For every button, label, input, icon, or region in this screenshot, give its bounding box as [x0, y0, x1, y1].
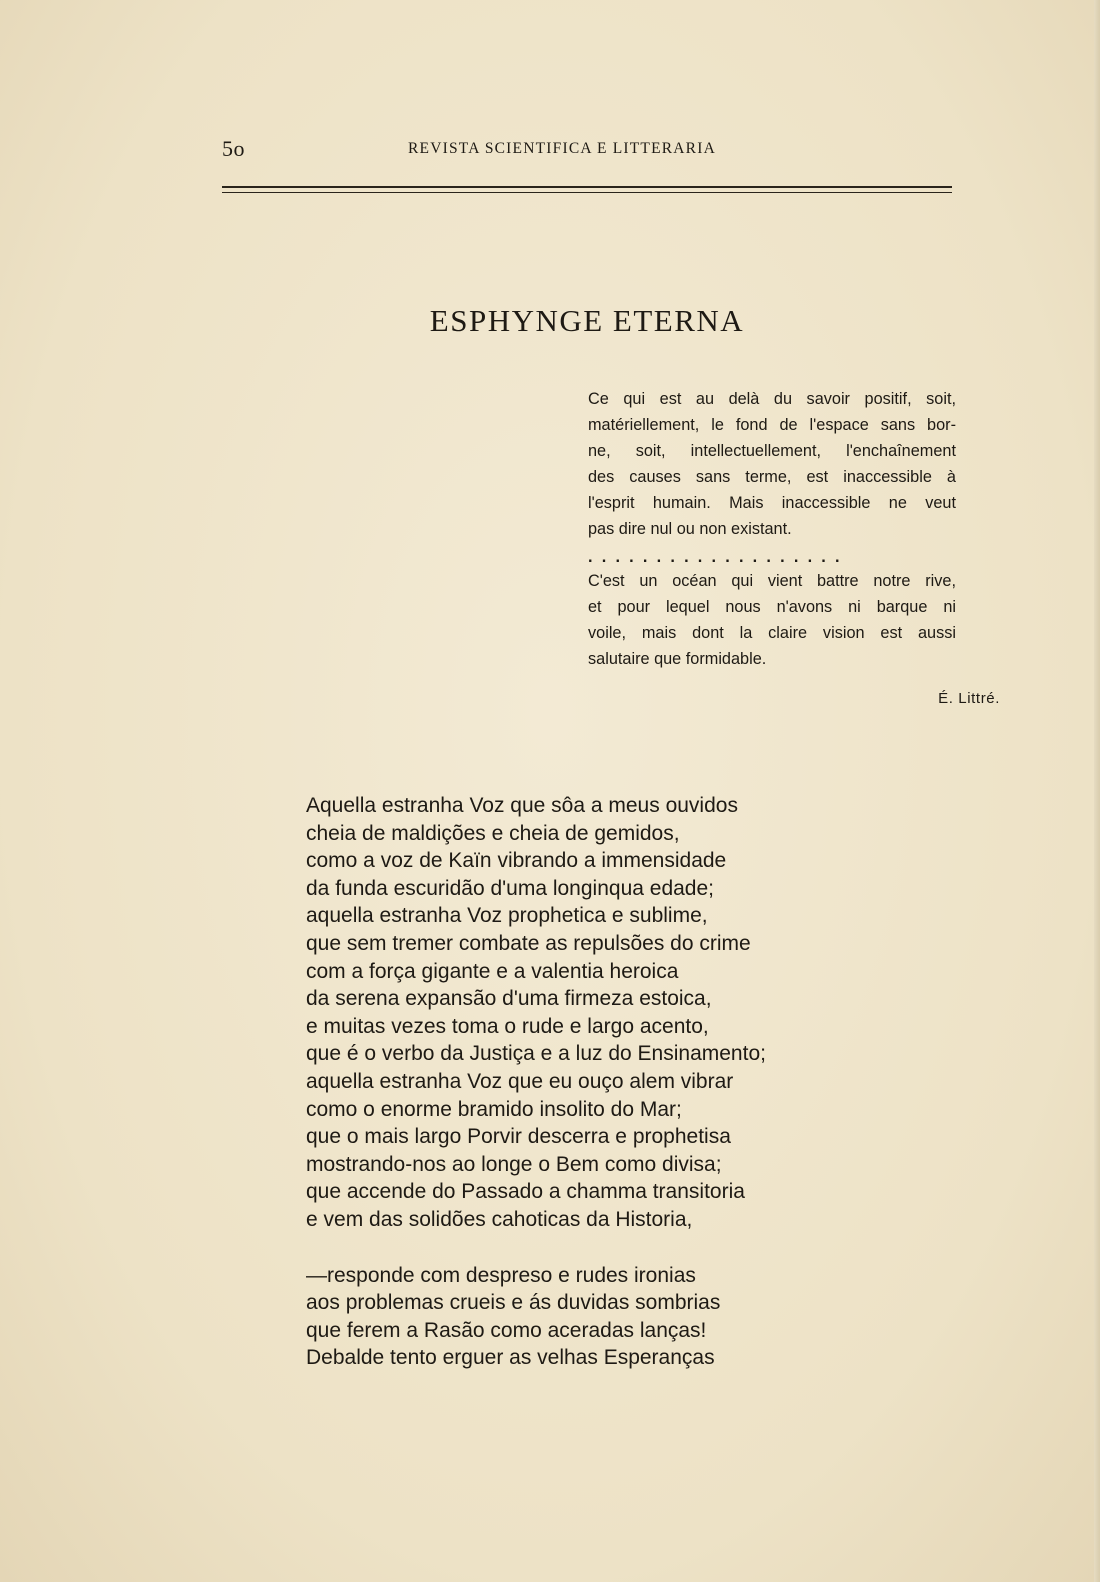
- epigraph-line: matériellement, le fond de l'espace sans bor-: [588, 416, 956, 434]
- poem-title: ESPHYNGE ETERNA: [429, 302, 745, 338]
- verse-line: que ferem a Rasão como aceradas lanças!: [306, 1318, 707, 1342]
- verse-line: cheia de maldições e cheia de gemidos,: [306, 821, 680, 845]
- header-rule: [222, 186, 952, 193]
- stanza-break: [306, 1234, 906, 1262]
- stanza-1: [306, 792, 906, 1234]
- verse-line: que é o verbo da Justiça e a luz do Ensinamento;: [306, 1042, 766, 1066]
- verse-line: que accende do Passado a chamma transitoria: [306, 1180, 745, 1204]
- page-edge: [1094, 0, 1100, 1582]
- epigraph-line: C'est un océan qui vient battre notre rive,: [588, 572, 956, 590]
- page-header: [222, 136, 952, 166]
- poem-body: [306, 792, 906, 1372]
- verse-line: aquella estranha Voz que eu ouço alem vibrar: [306, 1069, 734, 1093]
- verse-line: Aquella estranha Voz que sôa a meus ouvidos: [306, 794, 738, 817]
- verse-line: como o enorme bramido insolito do Mar;: [306, 1097, 682, 1121]
- verse-line: e vem das solidões cahoticas da Historia,: [306, 1207, 693, 1231]
- verse-line: mostrando-nos ao longe o Bem como divisa;: [306, 1152, 722, 1176]
- verse-line: como a voz de Kaïn vibrando a immensidade: [306, 849, 727, 873]
- epigraph-line: salutaire que formidable.: [588, 650, 767, 668]
- epigraph-line: pas dire nul ou non existant.: [588, 520, 792, 538]
- verse-line: Debalde tento erguer as velhas Esperanças: [306, 1346, 715, 1370]
- epigraph-line: des causes sans terme, est inaccessible à: [588, 468, 956, 486]
- page-number: 5o: [222, 136, 245, 161]
- verse-line: —responde com despreso e rudes ironias: [306, 1263, 696, 1287]
- epigraph-line: et pour lequel nous n'avons ni barque ni: [588, 598, 956, 616]
- verse-line: da serena expansão d'uma firmeza estoica,: [306, 987, 712, 1011]
- verse-line: e muitas vezes toma o rude e largo acento,: [306, 1014, 709, 1038]
- verse-line: aos problemas crueis e ás duvidas sombrias: [306, 1291, 721, 1315]
- epigraph-author: É. Littré.: [938, 690, 1000, 707]
- epigraph: [588, 386, 956, 672]
- epigraph-line: l'esprit humain. Mais inaccessible ne veut: [588, 494, 956, 512]
- verse-line: aquella estranha Voz prophetica e sublime,: [306, 904, 708, 928]
- verse-line: da funda escuridão d'uma longinqua edade;: [306, 876, 714, 900]
- epigraph-ellipsis: ...................: [588, 548, 849, 566]
- epigraph-line: Ce qui est au delà du savoir positif, soit,: [588, 390, 956, 408]
- stanza-2: [306, 1262, 906, 1372]
- running-head: REVISTA SCIENTIFICA E LITTERARIA: [408, 140, 716, 157]
- verse-line: com a força gigante e a valentia heroica: [306, 959, 679, 983]
- epigraph-line: voile, mais dont la claire vision est aussi: [588, 624, 956, 642]
- epigraph-line: ne, soit, intellectuellement, l'enchaînement: [588, 442, 956, 460]
- verse-line: que sem tremer combate as repulsões do crime: [306, 931, 751, 955]
- verse-line: que o mais largo Porvir descerra e prophetisa: [306, 1125, 731, 1149]
